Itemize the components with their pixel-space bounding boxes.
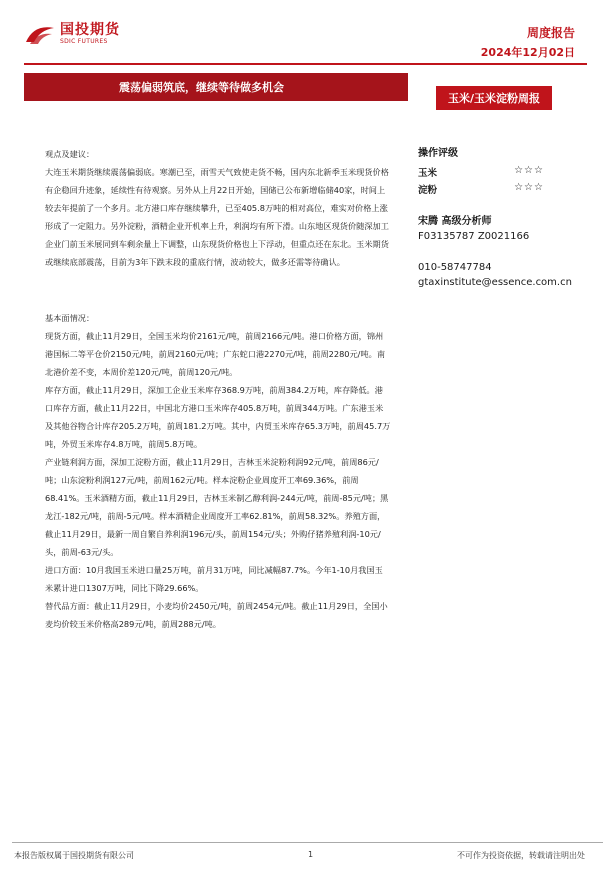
view-heading: 观点及建议：	[45, 149, 95, 159]
star-rating-icon: ☆☆☆	[514, 165, 544, 176]
report-date: 2024年12月02日	[480, 46, 575, 59]
page-number: 1	[308, 850, 314, 859]
basic-paragraph-inventory: 库存方面，截止11月29日，深加工企业玉米库存368.9万吨，前周384.2万吨，库存降低。港口库存方面，截止11月22日，中国北方港口玉米库存405.8万吨，前周344万吨。广东港玉米及其他谷物合计库存205.2万吨，前周181.2万吨。其中，内贸玉米库存65.3万吨，前周45.7万吨，外贸玉米库存4.8万吨，前周5.8万吨。	[45, 385, 391, 449]
footer-divider	[12, 842, 603, 843]
analyst-cert: F03135787 Z0021166	[418, 231, 530, 242]
rating-row-corn	[418, 165, 544, 179]
basic-paragraph-import: 进口方面：10月我国玉米进口量25万吨，前月31万吨，同比减幅87.7%。今年1-10月我国玉米累计进口1307万吨，同比下降29.66%。	[45, 565, 383, 593]
logo-mark-icon	[24, 22, 56, 46]
report-title: 震荡偏弱筑底，继续等待做多机会	[119, 81, 284, 94]
contact-email[interactable]: gtaxinstitute@essence.com.cn	[418, 277, 572, 288]
report-type: 周度报告	[526, 26, 575, 40]
sidebar	[418, 144, 598, 288]
main-content	[45, 145, 391, 633]
header-divider	[24, 63, 587, 65]
rating-name: 淀粉	[418, 185, 438, 196]
rating-name: 玉米	[418, 168, 438, 179]
title-banner	[24, 73, 408, 101]
rating-row-starch	[418, 182, 544, 196]
basic-paragraph-spot: 现货方面，截止11月29日，全国玉米均价2161元/吨，前周2166元/吨。港口价格方面，锦州港国标二等平仓价2150元/吨，前周2160元/吨；广东蛇口港2270元/吨，前周2280元/吨。南北港价差不变，本周价差120元/吨，前周120元/吨。	[45, 331, 386, 377]
star-rating-icon: ☆☆☆	[514, 182, 544, 193]
company-logo	[24, 20, 120, 48]
basic-heading: 基本面情况：	[45, 313, 95, 323]
footer-disclaimer: 不可作为投资依据，转载请注明出处	[457, 851, 585, 860]
basic-paragraph-substitute: 替代品方面：截止11月29日，小麦均价2450元/吨，前周2454元/吨。截止11月29日，全国小麦均价较玉米价格高289元/吨，前周288元/吨。	[45, 601, 388, 629]
logo-cn-text: 国投期货	[60, 22, 120, 38]
logo-en-text: SDIC FUTURES	[60, 38, 108, 45]
sub-banner	[436, 86, 552, 110]
footer-copyright: 本报告版权属于国投期货有限公司	[14, 851, 134, 860]
contact-phone: 010-58747784	[418, 262, 492, 273]
analyst-name: 宋腾 高级分析师	[418, 216, 492, 227]
basic-paragraph-profit: 产业链利润方面，深加工淀粉方面，截止11月29日，吉林玉米淀粉利润92元/吨，前周86元/吨；山东淀粉利润127元/吨，前周162元/吨。样本淀粉企业周度开工率69.36%，前周68.41%。玉米酒精方面，截止11月29日，吉林玉米制乙醇利润-244元/吨，前周-85元/吨；黑龙江-182元/吨，前周-5元/吨。样本酒精企业周度开工率62.81%，前周58.32%。养殖方面，截止11月29日，最新一周自繁自养利润196元/头，前周154元/头；外购仔猪养殖利润-10元/头，前周-63元/头。	[45, 457, 389, 557]
rating-title: 操作评级	[418, 148, 458, 159]
view-paragraph: 大连玉米期货继续震荡偏弱底。寒潮已至，雨雪天气致使走货不畅，国内东北新季玉米现货价格有企稳回升迹象，延续性有待观察。另外从上月22日开始，国储已公布新增临储40家，时间上较去年提前了一个多月。北方港口库存继续攀升，已至405.8万吨的相对高位，难实对价格上涨形成了一定阻力。另外淀粉，酒精企业开机率上升，利润均有所下滑。山东地区现货价随深加工企业门前玉米展同到车剩余量上下调整，山东现货价格也上下浮动，但重点还在东北。玉米期货或继续底部震荡，目前为3年下跌末段的重底行情，波动较大，做多还需等待确认。	[45, 167, 389, 267]
report-subtitle: 玉米/玉米淀粉周报	[447, 92, 541, 105]
